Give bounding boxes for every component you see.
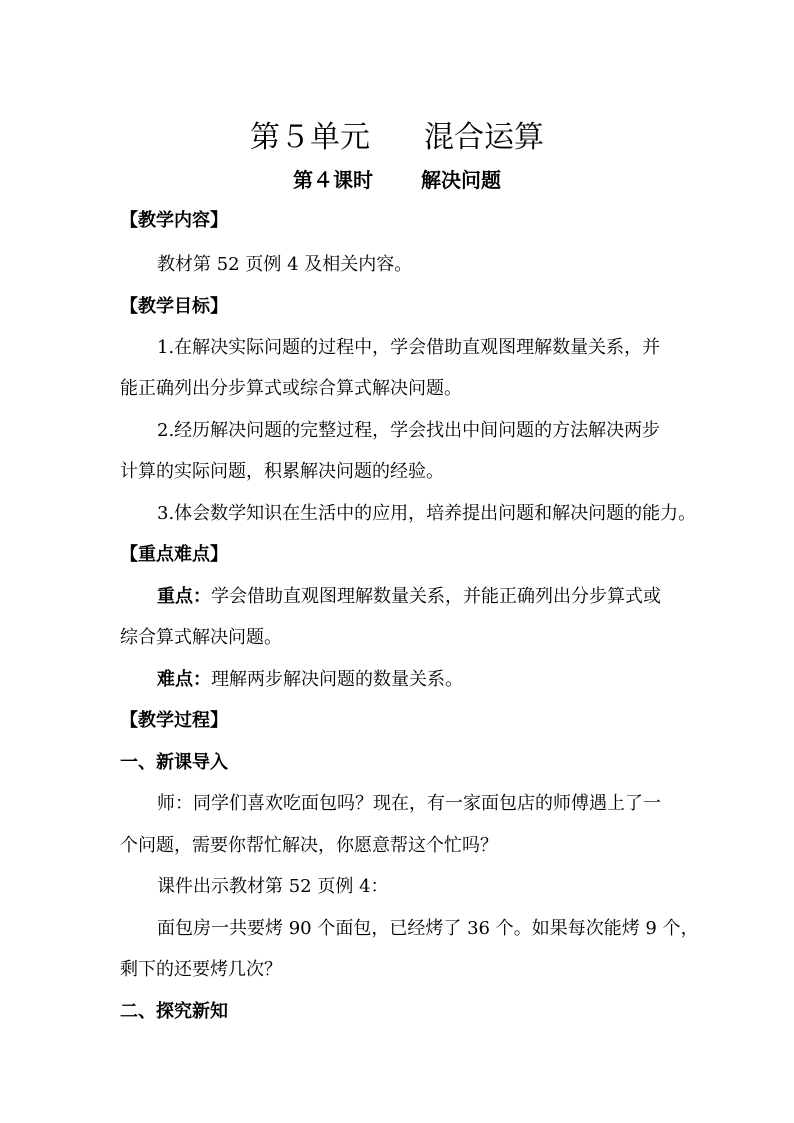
part-2-heading: 二、探究新知	[120, 1001, 228, 1022]
difficulty-label: 难点：	[157, 669, 211, 690]
key-point-line-1	[157, 584, 717, 610]
goal-1-line-2: 能正确列出分步算式或综合算式解决问题。	[120, 378, 462, 399]
section-heading-goals: 【教学目标】	[120, 296, 228, 317]
courseware-line: 课件出示教材第 52 页例 4：	[157, 876, 389, 897]
goal-2-line-1: 2.经历解决问题的完整过程，学会找出中间问题的方法解决两步	[157, 420, 661, 441]
section-heading-content: 【教学内容】	[120, 210, 228, 231]
document-title	[0, 118, 794, 158]
goal-2-line-2: 计算的实际问题，积累解决问题的经验。	[120, 461, 444, 482]
title-unit: 第５单元	[250, 120, 370, 155]
teacher-line-2: 个问题，需要你帮忙解决，你愿意帮这个忙吗？	[120, 835, 498, 856]
subtitle-lesson: 第４课时	[293, 168, 373, 192]
key-point-line-2: 综合算式解决问题。	[120, 627, 282, 648]
section-heading-process: 【教学过程】	[120, 710, 228, 731]
key-point-text: 学会借助直观图理解数量关系，并能正确列出分步算式或	[211, 586, 661, 607]
difficulty-text: 理解两步解决问题的数量关系。	[211, 669, 463, 690]
problem-line-2: 剩下的还要烤几次？	[120, 959, 282, 980]
title-topic: 混合运算	[424, 120, 544, 155]
teacher-line-1: 师：同学们喜欢吃面包吗？现在，有一家面包店的师傅遇上了一	[157, 793, 661, 814]
goal-1-line-1: 1.在解决实际问题的过程中，学会借助直观图理解数量关系，并	[157, 337, 661, 358]
part-1-heading: 一、新课导入	[120, 752, 228, 773]
difficulty-line	[157, 667, 717, 693]
subtitle-topic: 解决问题	[421, 168, 501, 192]
section-heading-keypoints: 【重点难点】	[120, 544, 228, 565]
key-point-label: 重点：	[157, 586, 211, 607]
goal-3: 3.体会数学知识在生活中的应用，培养提出问题和解决问题的能力。	[157, 503, 697, 524]
document-subtitle	[0, 166, 794, 194]
content-text: 教材第 52 页例 4 及相关内容。	[157, 254, 413, 275]
problem-line-1: 面包房一共要烤 90 个面包，已经烤了 36 个。如果每次能烤 9 个，	[157, 918, 699, 939]
